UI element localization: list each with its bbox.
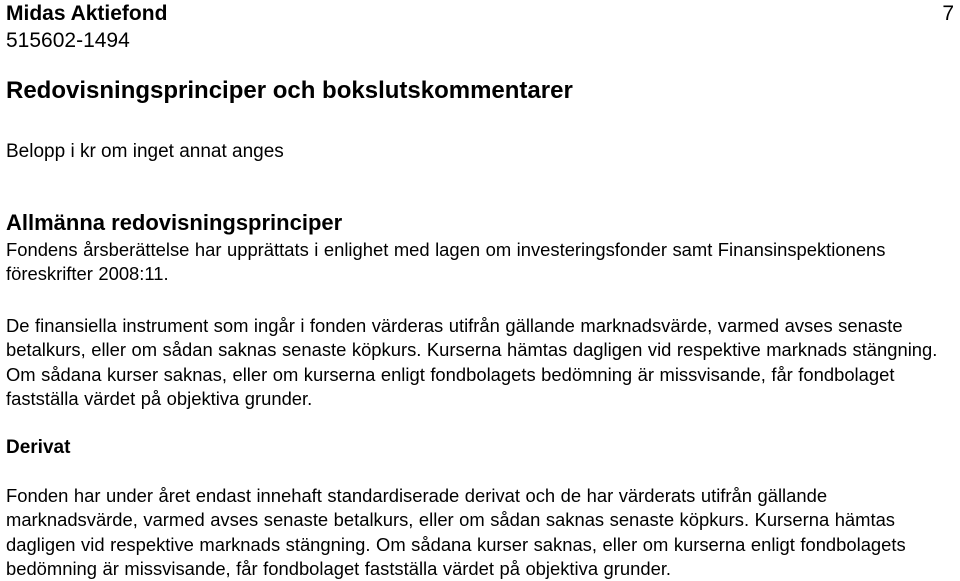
paragraph-derivatives: Fonden har under året endast innehaft standardiserade derivat och de har värderats utifrån gällande marknadsvärde, varmed avses senaste betalkurs, eller om sådan saknas senaste köpkurs. Kurserna hämtas dagligen vid respektive marknads stängning. Om sådana kurser saknas, eller om kurserna enligt fondbolagets bedömning är missvisande, får fondbolaget fastställa värdet på objektiva grunder. [6,485,906,579]
company-name: Midas Aktiefond [6,2,168,25]
paragraph-annual-report: Fondens årsberättelse har upprättats i enlighet med lagen om investeringsfonder samt Finansinspektionens föreskrifter 2008:11. [6,239,886,285]
paragraph-valuation: De finansiella instrument som ingår i fonden värderas utifrån gällande marknadsvärde, varmed avses senaste betalkurs, eller om sådan saknas senaste köpkurs. Kurserna hämtas dagligen vid respektive marknads stängning. Om sådana kurser saknas, eller om kurserna enligt fondbolagets bedömning är missvisande, får fondbolaget fastställa värdet på objektiva grunder. [6,315,938,409]
section-heading-general-principles: Allmänna redovisningsprinciper [6,210,343,235]
page-title: Redovisningsprinciper och bokslutskommentarer [6,77,573,104]
document-page [6,0,954,579]
section-heading-derivatives: Derivat [6,437,71,458]
page-number: 7 [942,2,954,25]
org-number: 515602-1494 [6,29,130,52]
page-subtitle: Belopp i kr om inget annat anges [6,141,284,162]
